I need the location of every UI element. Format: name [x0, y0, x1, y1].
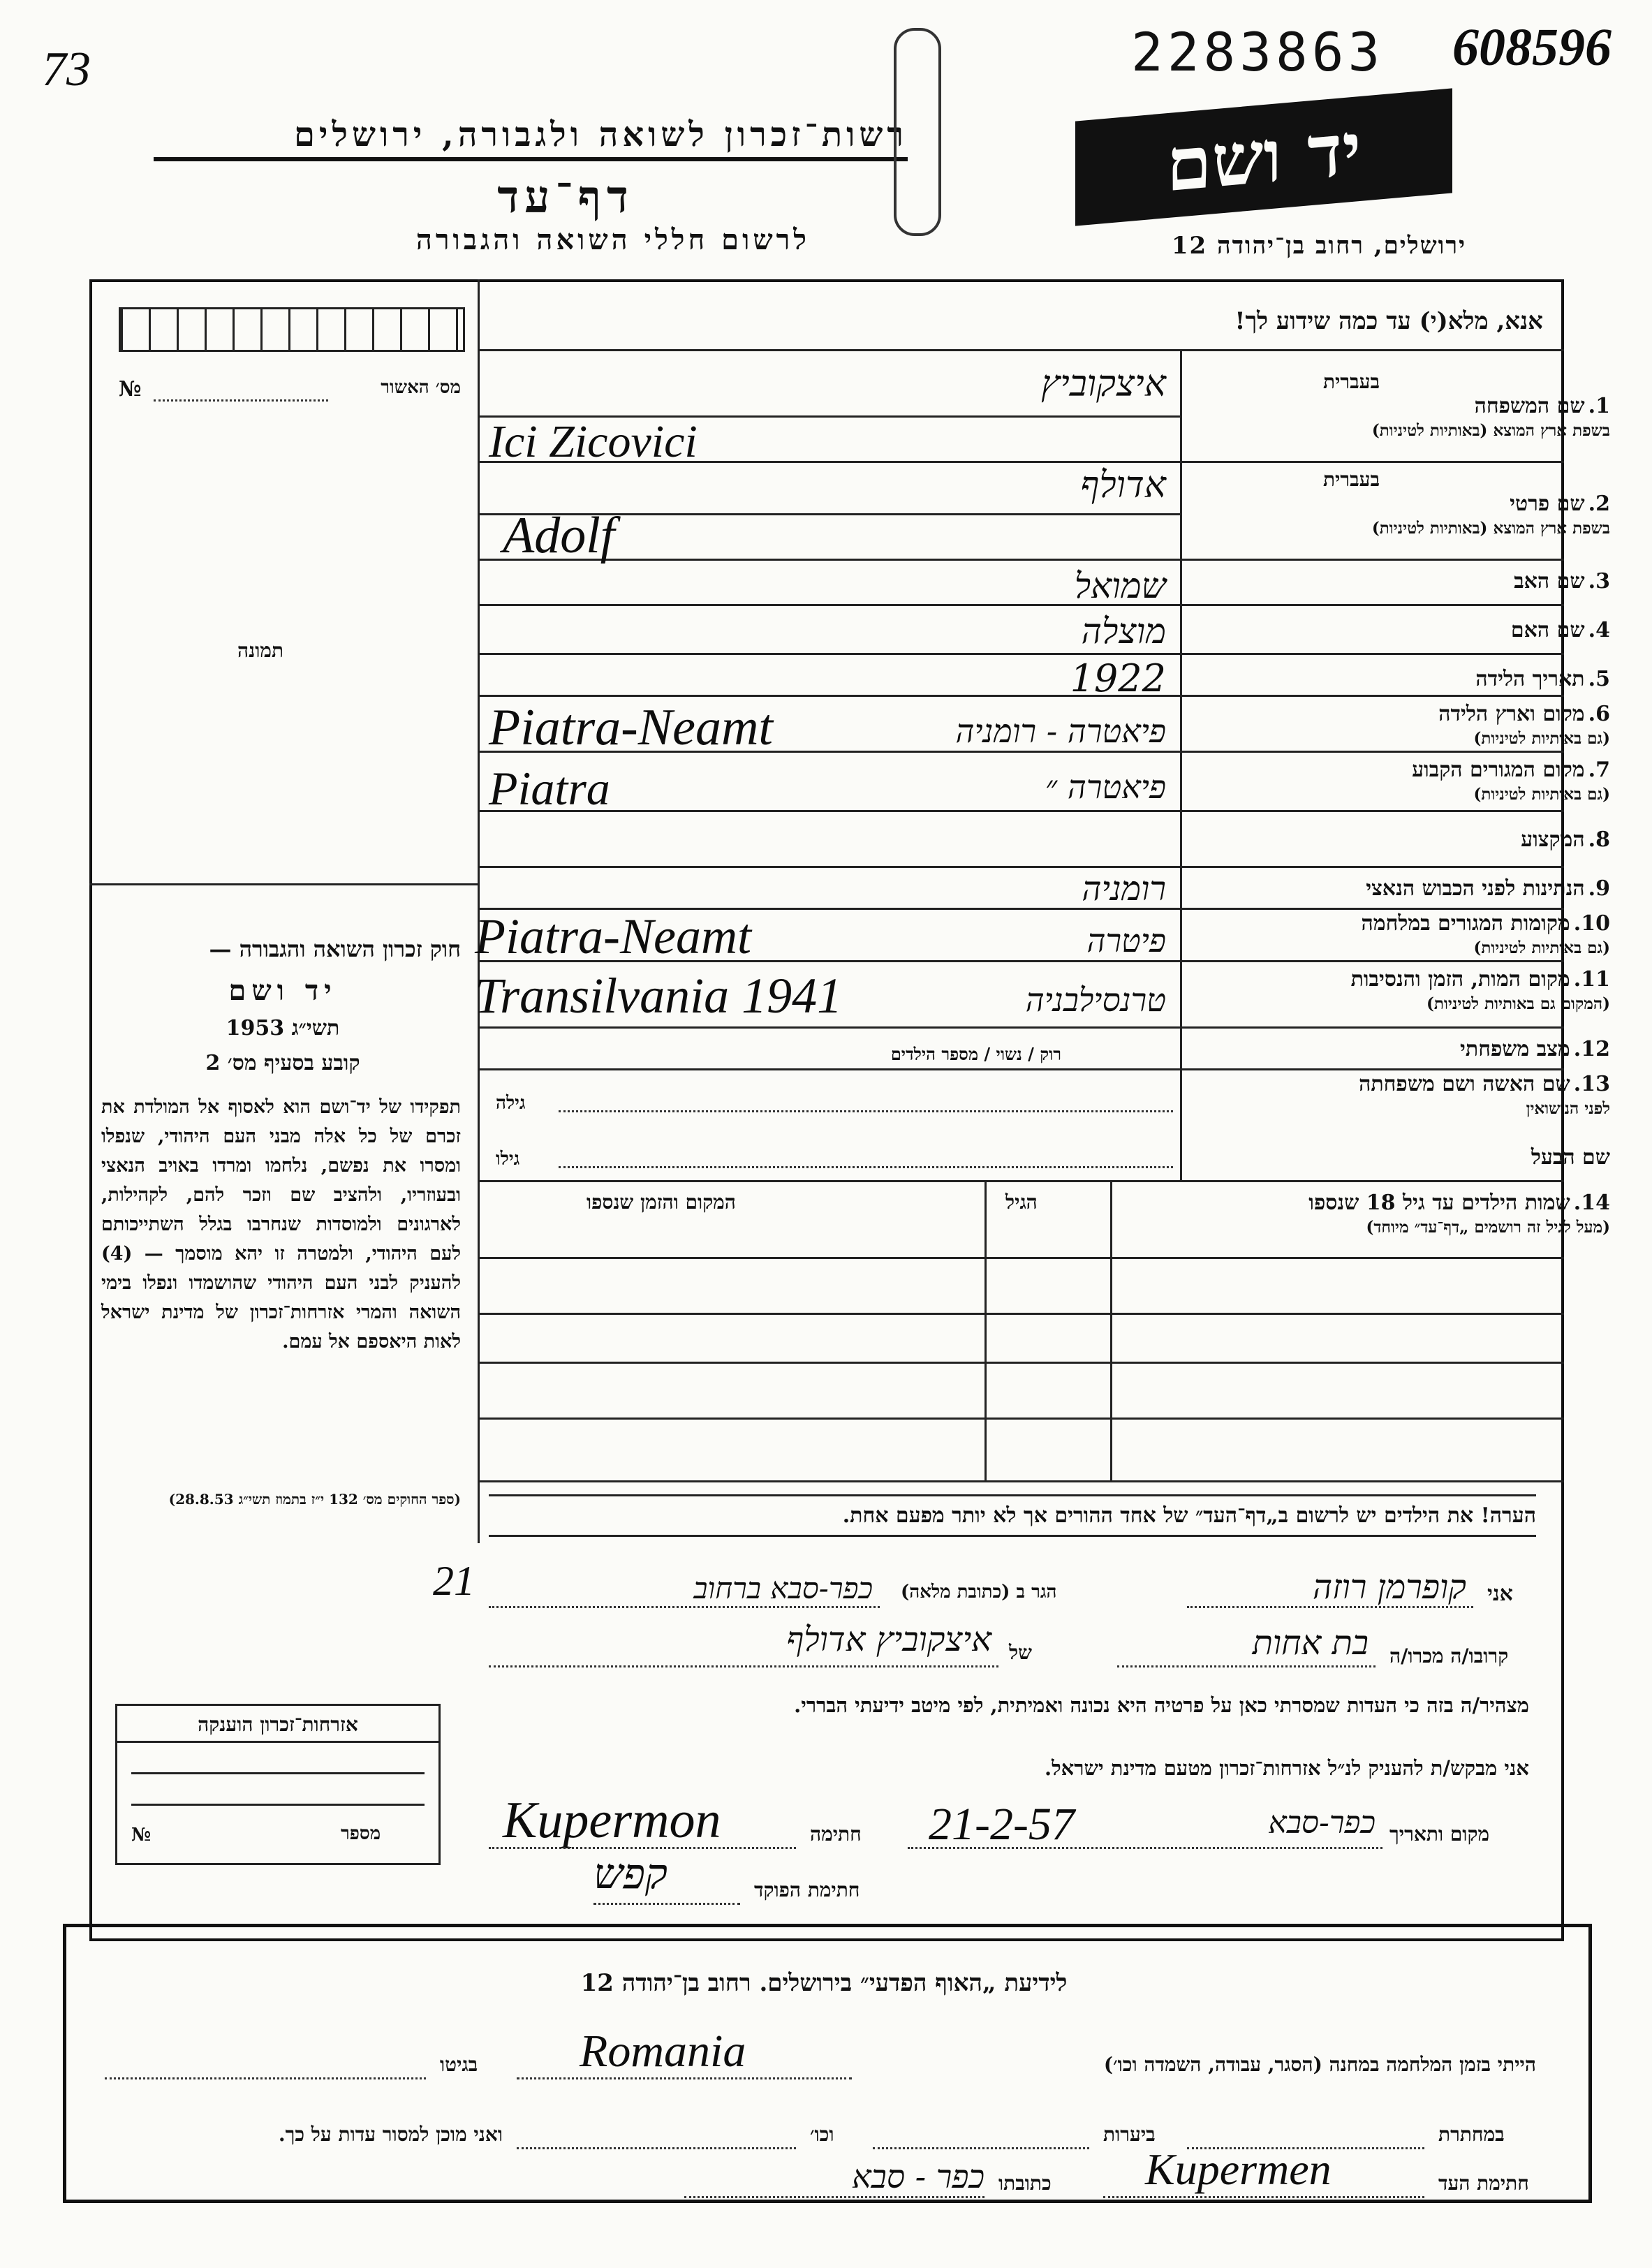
field-2-value-latin: Adolf: [503, 507, 615, 564]
children-label: שמות הילדים עד גיל 18 שנספו: [1308, 1191, 1570, 1215]
instruction: אנא, מלא(י) עד כמה שידוע לך!: [1234, 307, 1543, 335]
law-body: תפקידו של יד־ושם הוא לאסוף אל המולדת את זכרם של כל אלה מבני העם היהודי, שנפלו ומסרו את נפשם, נלחמו ומרדו באויב הנאצי ובעוזריו, ולהציב שם וזכר להם, לקהילות, לארגונים ולמוסדות שנחרבו בגלל השתייכותם לעם היהודי, ולמטרה זו יהא מוסמך — (4) להעניק לבני העם היהודי שהושמדו ונפלו בימי השואה והמרי אזרחות־זכרון של מדינת ישראל לאות היאספם אל עמם.: [101, 1096, 461, 1353]
field-6-value-latin: Piatra-Neamt: [489, 699, 773, 756]
field-1-tag: בעברית: [1322, 370, 1380, 393]
field-12-label: מצב משפחתי: [1460, 1037, 1570, 1061]
approval-number-suffix: №: [119, 377, 142, 402]
field-5-num: 5.: [1588, 667, 1610, 691]
field-2-tag: בעברית: [1322, 468, 1380, 491]
field-5-label: תאריך הלידה: [1475, 667, 1585, 691]
field-12-num: 12.: [1573, 1037, 1610, 1061]
instruction-divider: [478, 349, 1564, 351]
field-9-label: הנתינות לפני הכבוש הנאצי: [1366, 876, 1585, 901]
field-6-num: 6.: [1588, 702, 1610, 726]
bottom-line1-value: Romania: [580, 2026, 746, 2077]
officer-signature-label: חתימת הפוקד: [754, 1878, 860, 1901]
declaration-place-date-label: מקום ותאריך: [1389, 1822, 1490, 1846]
law-source: (ספר החוקים מס׳ 132 י״ז בתמוז תשי״ג 28.8.53): [168, 1491, 461, 1508]
field-10-question: [1219, 911, 1610, 957]
field-husband-note: גילו: [496, 1149, 520, 1170]
paper-clip: [894, 28, 941, 236]
declaration-place-value: כפר-סבא: [1268, 1805, 1376, 1841]
witness-address-label: כתובתו: [998, 2172, 1052, 2195]
field-3-label: שם האב: [1514, 569, 1585, 594]
witness-signature: Kupermen: [1145, 2144, 1332, 2194]
field-10-num: 10.: [1573, 911, 1610, 936]
field-2-num: 2.: [1588, 492, 1610, 516]
field-7-sub: (גם באותיות לטיניות): [1473, 785, 1610, 804]
field-13-num: 13.: [1573, 1072, 1610, 1096]
children-sub: (מעל לגיל זה רושמים „דף־עד״ מיוחד): [1366, 1218, 1610, 1237]
field-13-question: [1219, 1072, 1610, 1118]
field-10-value-latin: Piatra-Neamt: [475, 908, 751, 964]
bottom-line1-end: בגיטו: [440, 2053, 478, 2076]
field-12-question: [1219, 1037, 1610, 1061]
field-10-label: מקומות המגורים במלחמה: [1361, 911, 1570, 936]
memorial-box-suffix: №: [131, 1825, 152, 1846]
field-1-value-hebrew: איצקוביץ: [1040, 363, 1166, 405]
law-subtitle: יד ושם: [228, 974, 337, 1007]
field-8-num: 8.: [1588, 827, 1610, 852]
declaration-date-value: 21-2-57: [929, 1799, 1075, 1850]
field-2-value-hebrew: אדולף: [1080, 464, 1166, 506]
field-8-question: [1219, 827, 1610, 852]
bottom-line2-c: וכו׳: [810, 2123, 834, 2146]
children-col-age: הגיל: [1005, 1191, 1038, 1214]
field-1-sub: בשפת ארץ המוצא (באותיות לטיניות): [1371, 421, 1610, 440]
field-4-value: מוצלה: [1081, 611, 1166, 651]
field-4-question: [1219, 618, 1610, 642]
approval-tick-box: [119, 307, 465, 352]
field-10-sub: (גם באותיות לטיניות): [1473, 938, 1610, 957]
field-5-value: 1922: [1070, 656, 1166, 700]
field-1-value-latin: Ici Zicovici: [489, 416, 698, 467]
field-4-label: שם האם: [1510, 618, 1585, 642]
declaration-line2-name: איצקוביץ אדולף: [786, 1620, 991, 1659]
field-11-label: מקום המות, הזמן והנסיבות: [1350, 967, 1570, 992]
field-3-question: [1219, 569, 1610, 594]
declaration-line1-address: כפר-סבא ברחוב: [693, 1571, 873, 1605]
field-7-value-hebrew: פיאטרה ״: [1045, 768, 1166, 806]
field-9-question: [1219, 876, 1610, 901]
field-9-num: 9.: [1588, 876, 1610, 901]
field-9-value: רומניה: [1082, 869, 1166, 908]
field-6-question: [1219, 702, 1610, 748]
memorial-citizenship-box: [115, 1704, 441, 1865]
declaration-line1-mid: הגר ב (כתובת מלאה): [901, 1582, 1057, 1603]
declaration-line1-label: אני: [1487, 1582, 1513, 1606]
field-10-value-hebrew: פיטרה: [1086, 922, 1166, 959]
declaration-signature: Kupermon: [503, 1792, 721, 1849]
field-6-value-hebrew: פיאטרה - רומניה: [955, 712, 1166, 750]
yad-vashem-logo: [1075, 88, 1452, 226]
field-6-label: מקום וארץ הלידה: [1438, 702, 1585, 726]
field-1-label: שם המשפחה: [1474, 394, 1585, 418]
declaration-line2-label: קרובו/ה מכרו/ה: [1389, 1644, 1509, 1667]
memorial-box-number-label: מספר: [341, 1823, 381, 1844]
field-2-sub: בשפת ארץ המוצא (באותיות לטיניות): [1371, 519, 1610, 538]
field-7-num: 7.: [1588, 758, 1610, 782]
declaration-signature-label: חתימה: [810, 1822, 862, 1846]
bottom-line2-a: במחתרת: [1438, 2123, 1505, 2146]
witness-address: כפר - סבא: [852, 2158, 984, 2195]
field-11-value-latin: Transilvania 1941: [475, 968, 843, 1024]
field-6-sub: (גם באותיות לטיניות): [1473, 729, 1610, 748]
questions-divider: [1180, 349, 1182, 1180]
bottom-title: לידיעת „האוף הפדעי״ בירושלים. רחוב בן־יהודה 12: [580, 1969, 1068, 1997]
field-1-question: [1219, 370, 1610, 440]
field-3-value: שמואל: [1074, 566, 1166, 606]
handwritten-number-top-left: 73: [42, 43, 91, 96]
declaration-request: אני מבקש/ת להעניק לנ״ל אזרחות־זכרון מטעם מדינת ישראל.: [1045, 1756, 1529, 1780]
field-2-label: שם פרטי: [1510, 492, 1585, 516]
declaration-line2-value: בת אחות: [1252, 1623, 1369, 1663]
field-11-sub: (המקום גם באותיות לטיניות): [1426, 994, 1610, 1013]
handwritten-number-top-right: 608596: [1452, 18, 1612, 77]
declaration-line1-value: קופרמן רוזה: [1312, 1568, 1466, 1607]
approval-number-label: מס׳ האשור: [381, 377, 461, 398]
bottom-line2-b: ביערות: [1103, 2123, 1156, 2146]
children-col-place: המקום והזמן שנספו: [587, 1191, 736, 1214]
field-7-question: [1219, 758, 1610, 804]
field-4-num: 4.: [1588, 618, 1610, 642]
law-title: חוק זכרון השואה והגבורה —: [209, 936, 461, 962]
field-8-label: המקצוע: [1521, 827, 1585, 852]
field-1-num: 1.: [1588, 394, 1610, 418]
children-question: [1079, 1191, 1610, 1237]
bottom-line2-end: ואני מוכן למסור עדות על כך.: [278, 2123, 503, 2146]
field-husband-label: שם הבעל: [1531, 1145, 1610, 1170]
declaration-line2-mid: של: [1009, 1641, 1032, 1664]
field-13-label: שם האשה ושם משפחתה: [1359, 1072, 1570, 1096]
field-11-value-hebrew: טרנסילבניה: [1025, 981, 1166, 1019]
bottom-line1: הייתי בזמן המלחמה במחנה (הסגר, עבודה, השמדה וכו׳): [1103, 2053, 1536, 2076]
authority-line: רשות־זכרון לשואה ולגבורה, ירושלים: [154, 115, 908, 161]
memorial-box-title: אזרחות־זכרון הוענקה: [117, 1713, 438, 1743]
children-num: 14.: [1573, 1191, 1610, 1215]
photo-label: תמונה: [237, 639, 284, 662]
field-2-question: [1219, 468, 1610, 538]
field-13-sub: לפני הנישואין: [1526, 1099, 1610, 1118]
officer-signature: קפש: [593, 1851, 668, 1897]
logo-text: יד ושם: [1166, 105, 1362, 209]
form-subtitle: לרשום חללי השואה והגבורה: [415, 223, 810, 256]
field-12-note: רוק / נשוי / מספר הילדים: [890, 1044, 1061, 1064]
field-7-label: מקום המגורים הקבוע: [1412, 758, 1585, 782]
law-year: תשי״ג 1953: [226, 1016, 340, 1040]
witness-signature-label: חתימת העד: [1438, 2172, 1529, 2195]
serial-number: 2283863: [1131, 21, 1385, 83]
field-3-num: 3.: [1588, 569, 1610, 594]
field-13-note: גילה: [496, 1093, 526, 1114]
declaration-line1-num: 21: [433, 1558, 475, 1604]
field-husband-question: [1219, 1145, 1610, 1170]
field-7-value-latin: Piatra: [489, 762, 610, 815]
field-11-num: 11.: [1573, 967, 1610, 992]
declaration-statement: מצהיר/ה בזה כי העדות שמסרתי כאן על פרטיה היא נכונה ואמיתית, לפי מיטב ידיעתי הבררי.: [794, 1693, 1529, 1717]
law-clause: קובע בסעיף מס׳ 2: [205, 1051, 360, 1075]
address: ירושלים, רחוב בן־יהודה 12: [1171, 232, 1466, 260]
children-note: הערה! את הילדים יש לרשום ב„דף־העד״ של אחד ההורים אך לא יותר מפעם אחת.: [489, 1494, 1536, 1537]
field-11-question: [1219, 967, 1610, 1013]
field-5-question: [1219, 667, 1610, 691]
form-title: דף־עד: [497, 171, 634, 223]
